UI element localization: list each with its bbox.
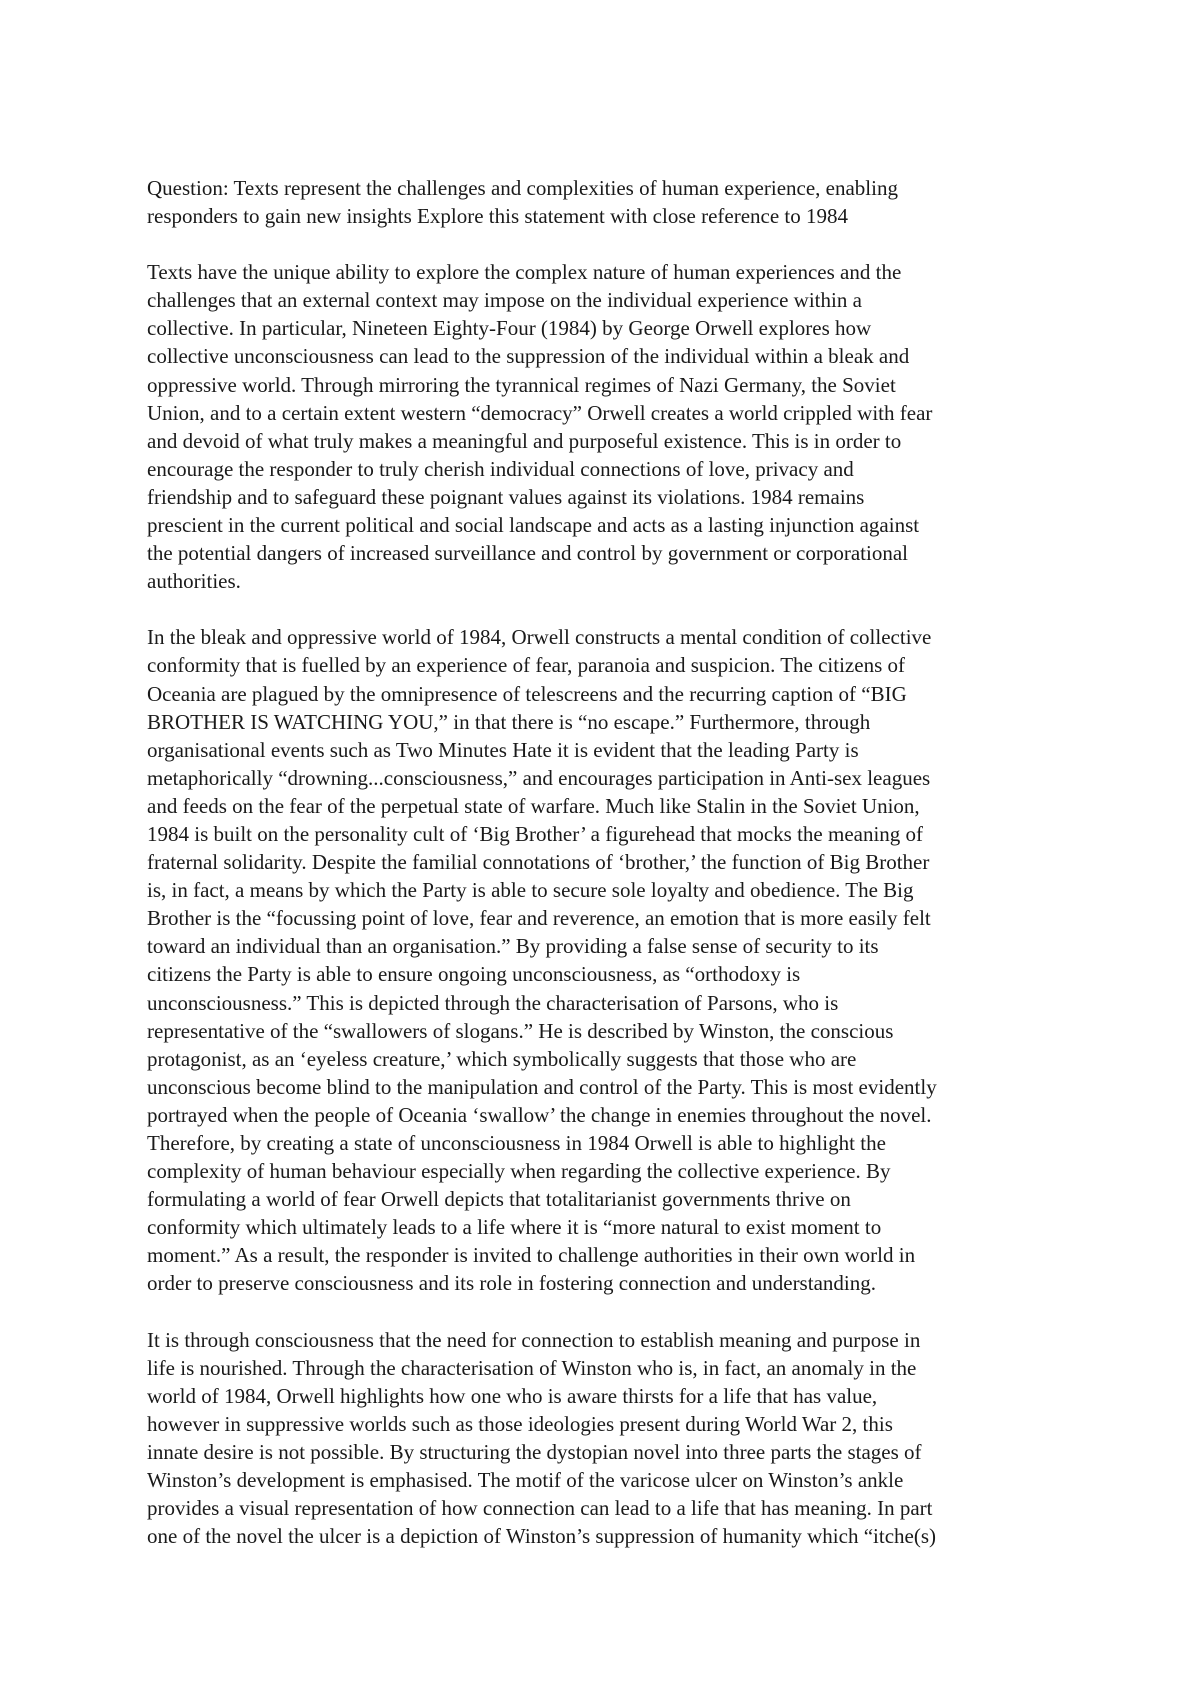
text-line: life is nourished. Through the characterisation of Winston who is, in fact, an anomaly in the	[147, 1355, 917, 1380]
text-line: however in suppressive worlds such as those ideologies present during World War 2, this	[147, 1411, 893, 1436]
text-line: BROTHER IS WATCHING YOU,” in that there is “no escape.” Furthermore, through	[147, 709, 871, 734]
paragraph-introduction	[147, 258, 1067, 595]
text-line: Texts have the unique ability to explore the complex nature of human experiences and the	[147, 260, 902, 285]
text-line: Brother is the “focussing point of love, fear and reverence, an emotion that is more easily felt	[147, 906, 931, 931]
text-line: Oceania are plagued by the omnipresence of telescreens and the recurring caption of “BIG	[147, 681, 907, 706]
text-line: unconsciousness.” This is depicted through the characterisation of Parsons, who is	[147, 990, 839, 1015]
text-line: the potential dangers of increased surveillance and control by government or corporational	[147, 541, 908, 566]
text-line: toward an individual than an organisation.” By providing a false sense of security to its	[147, 934, 879, 959]
text-line: formulating a world of fear Orwell depicts that totalitarianist governments thrive on	[147, 1187, 851, 1212]
essay-body	[147, 174, 1067, 1578]
text-line: protagonist, as an ‘eyeless creature,’ which symbolically suggests that those who are	[147, 1046, 857, 1071]
text-line: fraternal solidarity. Despite the familial connotations of ‘brother,’ the function of Big Brother	[147, 850, 930, 875]
text-line: 1984 is built on the personality cult of ‘Big Brother’ a figurehead that mocks the meaning of	[147, 821, 924, 846]
text-line: conformity which ultimately leads to a life where it is “more natural to exist moment to	[147, 1215, 882, 1240]
text-line: is, in fact, a means by which the Party is able to secure sole loyalty and obedience. The Big	[147, 878, 914, 903]
text-line: Union, and to a certain extent western “democracy” Orwell creates a world crippled with fear	[147, 400, 933, 425]
text-line: authorities.	[147, 569, 241, 594]
text-line: order to preserve consciousness and its role in fostering connection and understanding.	[147, 1271, 876, 1296]
text-line: In the bleak and oppressive world of 1984, Orwell constructs a mental condition of collective	[147, 625, 932, 650]
text-line: innate desire is not possible. By structuring the dystopian novel into three parts the stages of	[147, 1439, 922, 1464]
text-line: complexity of human behaviour especially when regarding the collective experience. By	[147, 1159, 891, 1184]
text-line: one of the novel the ulcer is a depiction of Winston’s suppression of humanity which “itche(s)	[147, 1524, 937, 1549]
text-line: collective unconsciousness can lead to the suppression of the individual within a bleak and	[147, 344, 910, 369]
text-line: organisational events such as Two Minutes Hate it is evident that the leading Party is	[147, 737, 859, 762]
text-line: friendship and to safeguard these poignant values against its violations. 1984 remains	[147, 484, 865, 509]
text-line: provides a visual representation of how connection can lead to a life that has meaning. In part	[147, 1496, 933, 1521]
paragraph-question	[147, 174, 1067, 230]
text-line: Question: Texts represent the challenges and complexities of human experience, enabling	[147, 176, 898, 200]
paragraph-body-two	[147, 1326, 1067, 1551]
text-line: oppressive world. Through mirroring the tyrannical regimes of Nazi Germany, the Soviet	[147, 372, 896, 397]
text-line: moment.” As a result, the responder is invited to challenge authorities in their own world in	[147, 1243, 916, 1268]
text-line: responders to gain new insights Explore this statement with close reference to 1984	[147, 204, 848, 229]
paragraph-body-one	[147, 623, 1067, 1297]
text-line: prescient in the current political and social landscape and acts as a lasting injunction against	[147, 513, 920, 538]
text-line: collective. In particular, Nineteen Eighty-Four (1984) by George Orwell explores how	[147, 316, 872, 341]
text-line: Winston’s development is emphasised. The motif of the varicose ulcer on Winston’s ankle	[147, 1468, 904, 1493]
text-line: and feeds on the fear of the perpetual state of warfare. Much like Stalin in the Soviet Union,	[147, 793, 920, 818]
text-line: encourage the responder to truly cherish individual connections of love, privacy and	[147, 456, 854, 481]
text-line: citizens the Party is able to ensure ongoing unconsciousness, as “orthodoxy is	[147, 962, 801, 987]
text-line: challenges that an external context may impose on the individual experience within a	[147, 288, 862, 313]
text-line: representative of the “swallowers of slogans.” He is described by Winston, the conscious	[147, 1018, 894, 1043]
text-line: Therefore, by creating a state of unconsciousness in 1984 Orwell is able to highlight the	[147, 1131, 886, 1155]
text-line: world of 1984, Orwell highlights how one who is aware thirsts for a life that has value,	[147, 1383, 878, 1408]
text-line: portrayed when the people of Oceania ‘swallow’ the change in enemies throughout the novel.	[147, 1102, 932, 1127]
text-line: and devoid of what truly makes a meaningful and purposeful existence. This is in order to	[147, 428, 902, 453]
text-line: conformity that is fuelled by an experience of fear, paranoia and suspicion. The citizens of	[147, 653, 905, 678]
text-line: unconscious become blind to the manipulation and control of the Party. This is most evidently	[147, 1074, 937, 1099]
text-line: It is through consciousness that the need for connection to establish meaning and purpose in	[147, 1327, 921, 1352]
text-line: metaphorically “drowning...consciousness,” and encourages participation in Anti-sex leagues	[147, 765, 931, 790]
